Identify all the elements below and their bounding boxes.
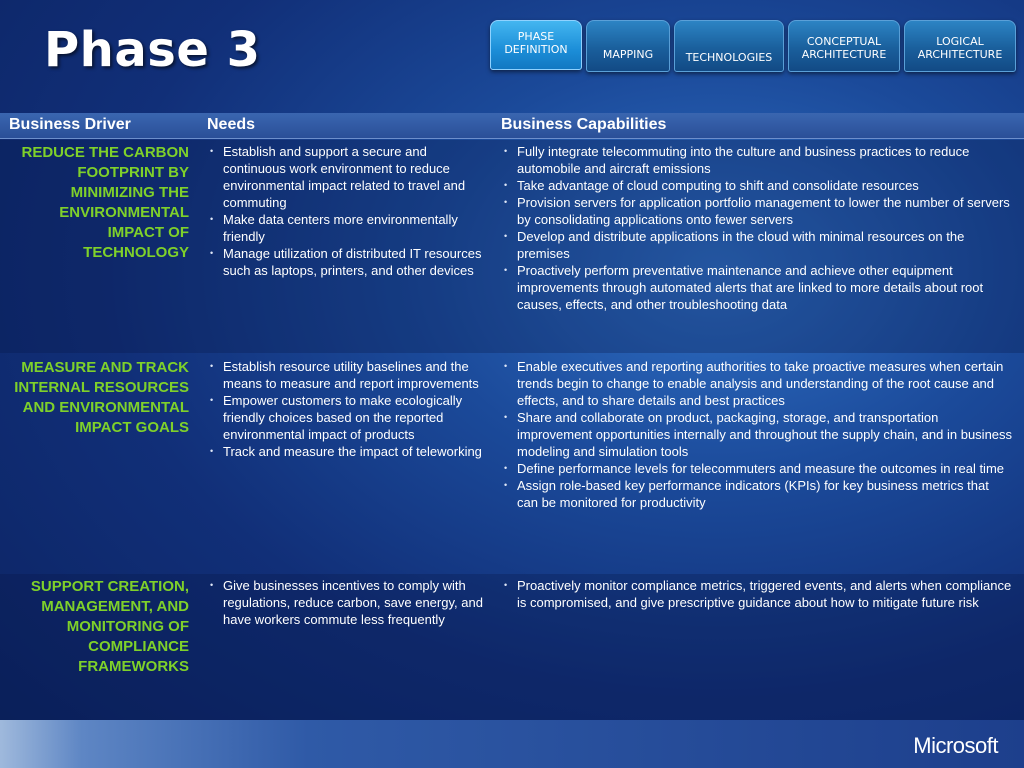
header-business-driver: Business Driver	[9, 116, 131, 133]
capabilities-list	[501, 577, 1013, 611]
header-needs: Needs	[207, 116, 256, 133]
tab-label: CONCEPTUAL ARCHITECTURE	[801, 35, 887, 61]
list-item: • Make data centers more environmentally friendly	[207, 211, 487, 245]
capabilities-list	[501, 143, 1013, 313]
tab-mapping[interactable]	[586, 20, 670, 72]
business-driver: MEASURE AND TRACK INTERNAL RESOURCES AND ENVIRONMENTAL IMPACT GOALS	[14, 359, 189, 436]
list-item: • Assign role-based key performance indicators (KPIs) for key business metrics that can be monitored for productivity	[501, 477, 1013, 511]
tab-phase-definition[interactable]	[490, 20, 582, 70]
list-item: • Establish and support a secure and continuous work environment to reduce environmental impact related to travel and commuting	[207, 143, 487, 211]
tab-conceptual-architecture[interactable]	[788, 20, 900, 72]
list-item: • Empower customers to make ecologically friendly choices based on the reported environmental impact of products	[207, 392, 487, 443]
list-item: • Develop and distribute applications in the cloud with minimal resources on the premises	[501, 228, 1013, 262]
tab-label: MAPPING	[602, 48, 654, 61]
capabilities-list	[501, 358, 1013, 511]
table-row	[0, 355, 1024, 572]
table-row	[0, 574, 1024, 720]
list-item: • Establish resource utility baselines and the means to measure and report improvements	[207, 358, 487, 392]
list-item: • Take advantage of cloud computing to shift and consolidate resources	[501, 177, 1013, 194]
tab-label: LOGICAL ARCHITECTURE	[917, 35, 1003, 61]
needs-list	[207, 358, 487, 460]
needs-list	[207, 143, 487, 279]
footer-bar	[0, 720, 1024, 768]
list-item: • Enable executives and reporting authorities to take proactive measures when certain trends begin to change to enable analysis and understanding of the root cause and effects, and to share details and best practices	[501, 358, 1013, 409]
header-business-capabilities: Business Capabilities	[501, 116, 667, 133]
table-row	[0, 140, 1024, 353]
list-item: • Proactively perform preventative maintenance and achieve other equipment improvements through automated alerts that are linked to more details about root causes, effects, and other troubleshooting data	[501, 262, 1013, 313]
list-item: • Share and collaborate on product, packaging, storage, and transportation improvement opportunities internally and throughout the supply chain, and in business modeling and simulation tools	[501, 409, 1013, 460]
list-item: • Provision servers for application portfolio management to lower the number of servers by consolidating applications onto fewer servers	[501, 194, 1013, 228]
tab-label: PHASE DEFINITION	[504, 30, 568, 56]
page-title: Phase 3	[44, 22, 261, 78]
list-item: • Define performance levels for telecommuters and measure the outcomes in real time	[501, 460, 1013, 477]
list-item: • Fully integrate telecommuting into the culture and business practices to reduce automobile and aircraft emissions	[501, 143, 1013, 177]
tab-technologies[interactable]	[674, 20, 784, 72]
phase-tabs	[490, 20, 1018, 72]
list-item: • Proactively monitor compliance metrics, triggered events, and alerts when compliance is compromised, and give prescriptive guidance about how to mitigate future risk	[501, 577, 1013, 611]
tab-logical-architecture[interactable]	[904, 20, 1016, 72]
business-driver: SUPPORT CREATION, MANAGEMENT, AND MONITORING OF COMPLIANCE FRAMEWORKS	[30, 578, 189, 675]
tab-label: TECHNOLOGIES	[685, 51, 773, 64]
microsoft-logo: Microsoft	[913, 733, 998, 758]
list-item: • Give businesses incentives to comply with regulations, reduce carbon, save energy, and have workers commute less frequently	[207, 577, 487, 628]
needs-list	[207, 577, 487, 628]
table-header	[0, 113, 1024, 139]
business-driver: REDUCE THE CARBON FOOTPRINT BY MINIMIZING THE ENVIRONMENTAL IMPACT OF TECHNOLOGY	[21, 144, 189, 261]
list-item: • Track and measure the impact of teleworking	[207, 443, 487, 460]
list-item: • Manage utilization of distributed IT resources such as laptops, printers, and other devices	[207, 245, 487, 279]
